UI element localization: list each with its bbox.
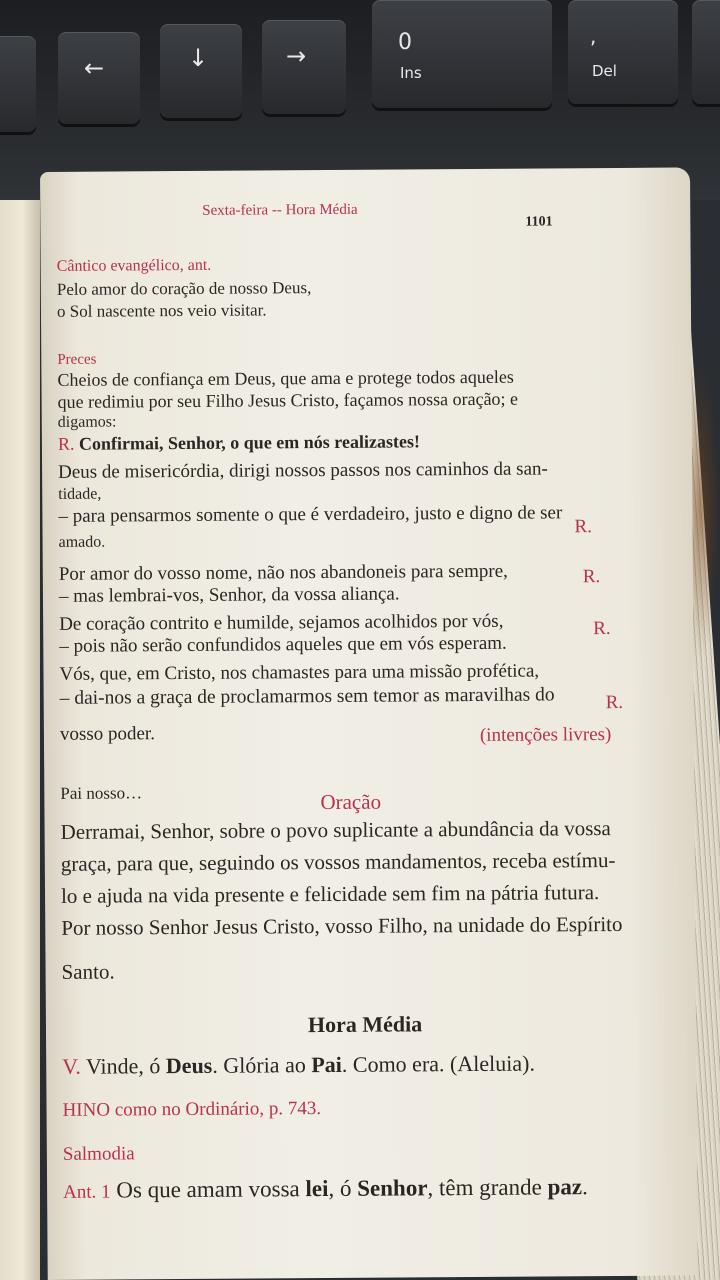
versicle-mark: V. — [62, 1053, 81, 1079]
petition-4-line-2: – dai-nos a graça de proclamarmos sem temor as maravilhas do — [59, 684, 555, 709]
insert-key-label: Ins — [400, 64, 422, 82]
insert-key[interactable] — [372, 0, 552, 108]
antiphon-1-senhor: Senhor — [357, 1175, 428, 1201]
right-arrow-icon: → — [286, 42, 307, 70]
response-line — [58, 431, 420, 455]
response-text: Confirmai, Senhor, o que em nós realizastes! — [78, 431, 420, 454]
down-arrow-key[interactable] — [160, 24, 242, 118]
petition-2-line-2: – mas lembrai-vos, Senhor, da vossa aliança. — [58, 583, 400, 607]
versicle-text-3: . Como era. (Aleluia). — [341, 1050, 535, 1077]
down-arrow-icon: ↓ — [188, 44, 209, 72]
petition-1-line-4: amado. — [58, 533, 106, 551]
petition-3-response: R. — [593, 618, 611, 640]
oracao-line-5: Santo. — [61, 959, 115, 984]
hora-media-title: Hora Média — [307, 1011, 423, 1038]
oracao-line-4: Por nosso Senhor Jesus Cristo, vosso Filho, na unidade do Espírito — [61, 911, 623, 940]
left-arrow-icon: ← — [84, 54, 105, 82]
book-page — [40, 167, 698, 1280]
petition-1-line-2: tidade, — [58, 485, 102, 503]
preces-intro-3: digamos: — [57, 413, 117, 431]
petition-3-line-1: De coração contrito e humilde, sejamos acolhidos por vós, — [59, 610, 504, 635]
preces-intro-1: Cheios de confiança em Deus, que ama e protege todos aqueles — [57, 366, 514, 390]
antiphon-1-text-1: Os que amam vossa — [116, 1176, 300, 1203]
antiphon-1-paz: paz — [547, 1174, 583, 1200]
response-mark: R. — [57, 433, 75, 454]
versicle-text-1: Vinde, ó — [85, 1053, 161, 1079]
versicle-deus: Deus — [165, 1052, 213, 1079]
versicle-text-2: . Glória ao — [212, 1052, 306, 1078]
delete-key-label: Del — [592, 62, 617, 80]
canticle-title: Cântico evangélico, ant. — [56, 256, 212, 275]
intencoes-livres: (intenções livres) — [479, 724, 612, 746]
partial-key — [692, 0, 720, 104]
antiphon-line-1: Pelo amor do coração de nosso Deus, — [56, 278, 312, 299]
antiphon-1-text-4: . — [581, 1174, 588, 1200]
petition-1-response: R. — [574, 516, 593, 538]
left-page-edge — [0, 200, 40, 1280]
left-arrow-key[interactable] — [58, 32, 140, 124]
petition-1-line-3: – para pensarmos somente o que é verdadeiro, justo e digno de ser — [58, 502, 563, 527]
antiphon-line-2: o Sol nascente nos veio visitar. — [56, 300, 267, 321]
oracao-line-2: graça, para que, seguindo os vossos mandamentos, receba estímu- — [60, 847, 616, 876]
oracao-line-3: lo e ajuda na vida presente e felicidade sem fim na pátria futura. — [60, 880, 600, 908]
oracao-title: Oração — [320, 789, 382, 815]
hino-line: HINO como no Ordinário, p. 743. — [62, 1098, 322, 1121]
petition-3-line-2: – pois não serão confundidos aqueles que em vós esperam. — [59, 632, 507, 657]
insert-key-top-label: 0 — [398, 30, 412, 55]
partial-key — [0, 36, 36, 132]
antiphon-1-mark: Ant. 1 — [63, 1181, 111, 1203]
petition-4-line-3: vosso poder. — [59, 723, 155, 745]
versicle-line — [62, 1051, 535, 1080]
antiphon-1-text-3: , têm grande — [427, 1174, 542, 1201]
antiphon-1-line — [63, 1174, 588, 1204]
preces-title: Preces — [57, 351, 97, 368]
pai-nosso: Pai nosso… — [60, 783, 143, 803]
preces-intro-2: que redimiu por seu Filho Jesus Cristo, façamos nossa oração; e — [57, 388, 519, 412]
antiphon-1-text-2: , ó — [328, 1175, 352, 1202]
page-number: 1101 — [525, 214, 553, 230]
antiphon-1-lei: lei — [305, 1176, 329, 1202]
petition-2-response: R. — [582, 566, 601, 588]
delete-key[interactable] — [568, 0, 678, 104]
petition-4-line-1: Vós, que, em Cristo, nos chamastes para uma missão profética, — [59, 660, 540, 685]
versicle-pai: Pai — [311, 1051, 342, 1078]
petition-1-line-1: Deus de misericórdia, dirigi nossos passos nos caminhos da san- — [58, 458, 548, 483]
petition-4-response: R. — [605, 691, 624, 714]
petition-2-line-1: Por amor do vosso nome, não nos abandoneis para sempre, — [58, 560, 508, 585]
running-head: Sexta-feira -- Hora Média — [202, 201, 358, 219]
salmodia-title: Salmodia — [62, 1143, 135, 1165]
oracao-line-1: Derramai, Senhor, sobre o povo suplicante a abundância da vossa — [60, 816, 611, 844]
delete-key-top-label: , — [590, 24, 597, 48]
right-arrow-key[interactable] — [262, 20, 346, 114]
